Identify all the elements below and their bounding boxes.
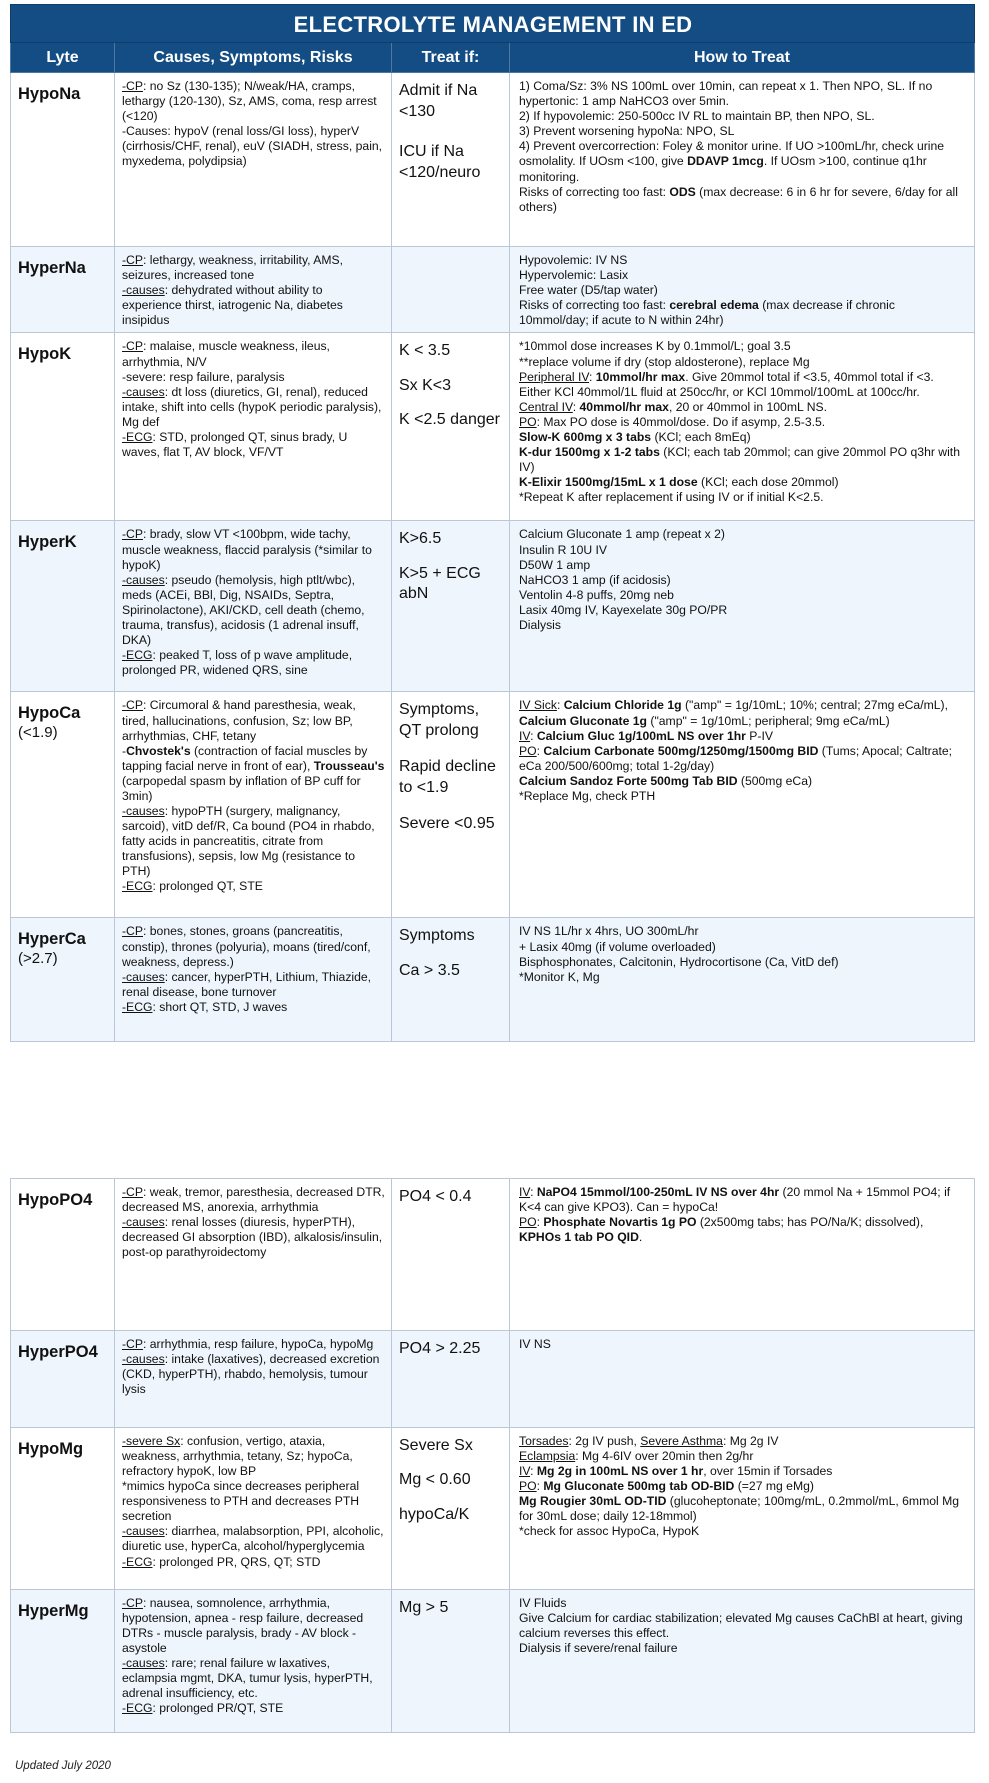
lyte-name: HyperMg — [11, 1590, 115, 1733]
causes-line: -CP: weak, tremor, paresthesia, decreased DTR, decreased MS, anorexia, arrhythmia — [122, 1185, 385, 1215]
treat-if-cell — [392, 521, 510, 692]
table-row-hypok — [11, 333, 975, 521]
causes-line: -CP: Circumoral & hand paresthesia, weak, tired, hallucinations, confusion, Sz; low BP, arrhythmias, CHF, tetany — [122, 698, 356, 743]
treatment-line: Calcium Sandoz Forte 500mg Tab BID (500mg eCa) — [519, 773, 813, 788]
table-row-hypopo4 — [11, 1179, 975, 1331]
how-to-treat-cell — [510, 1331, 975, 1428]
treat-if-cell — [392, 692, 510, 918]
table-row-hyperk — [11, 521, 975, 692]
causes-line: -Chvostek's (contraction of facial muscles by tapping facial nerve in front of ear), Trousseau's (carpopedal spasm by inflation of BP cuff for 3min) — [122, 743, 385, 803]
treatment-line: IV: Calcium Gluc 1g/100mL NS over 1hr P-IV — [519, 728, 774, 743]
treat-if-cell — [392, 73, 510, 247]
causes-line: -CP: lethargy, weakness, irritability, AMS, seizures, increased tone — [122, 253, 344, 283]
causes-cell — [115, 1179, 392, 1331]
how-to-treat-cell — [510, 73, 975, 247]
treat-if-cell — [392, 1331, 510, 1428]
causes-cell — [115, 247, 392, 333]
lyte-name: HypoNa — [11, 73, 115, 247]
lyte-name: HypoPO4 — [11, 1179, 115, 1331]
causes-line: -severe Sx: confusion, vertigo, ataxia, weakness, arrhythmia, tetany, Sz; hypoCa, refractory hypoK, low BP — [122, 1434, 353, 1479]
treatment-line: Give Calcium for cardiac stabilization; elevated Mg causes CaChBl at heart, giving calcium reverses this effect. — [519, 1611, 963, 1641]
treat-if-line: K>5 + ECG abN — [399, 564, 481, 603]
lyte-label: HyperCa — [18, 930, 86, 949]
causes-line: -causes: diarrhea, malabsorption, PPI, alcoholic, diuretic use, hyperCa, alcohol/hyperglycemia — [122, 1524, 384, 1554]
treat-if-line: Mg < 0.60 — [399, 1471, 471, 1489]
causes-line: -CP: no Sz (130-135); N/weak/HA, cramps, lethargy (120-130), Sz, AMS, coma, resp arrest (<120) — [122, 79, 377, 124]
treatment-line: 4) Prevent overcorrection: Foley & monitor urine. If UO >100mL/hr, check urine osmolality. If UOsm <100, give DDAVP 1mcg. If UOsm >100, continue q1hr monitoring. — [519, 139, 945, 184]
causes-cell — [115, 1331, 392, 1428]
how-to-treat-cell — [510, 692, 975, 918]
table-row-hyperpo4 — [11, 1331, 975, 1428]
table-row-hypona — [11, 73, 975, 247]
causes-cell — [115, 1590, 392, 1733]
causes-line: -severe: resp failure, paralysis — [122, 369, 285, 384]
table-row-hypermg — [11, 1590, 975, 1733]
treatment-line: *check for assoc HypoCa, HypoK — [519, 1524, 700, 1539]
treat-if-line: hypoCa/K — [399, 1505, 470, 1523]
header-lyte: Lyte — [11, 43, 115, 73]
treat-if-cell — [392, 333, 510, 521]
treatment-line: K-dur 1500mg x 1-2 tabs (KCl; each tab 20mmol; can give 20mmol PO q3hr with IV) — [519, 444, 960, 474]
treatment-line: *Repeat K after replacement if using IV or if initial K<2.5. — [519, 490, 824, 505]
how-to-treat-cell — [510, 1428, 975, 1590]
causes-line: -causes: cancer, hyperPTH, Lithium, Thiazide, renal disease, bone turnover — [122, 969, 372, 999]
treat-if-line: K>6.5 — [399, 530, 442, 548]
treat-if-line: Severe Sx — [399, 1437, 473, 1454]
causes-cell — [115, 73, 392, 247]
treatment-line: Slow-K 600mg x 3 tabs (KCl; each 8mEq) — [519, 429, 751, 444]
treatment-line: PO: Mg Gluconate 500mg tab OD-BID (=27 mg eMg) — [519, 1479, 814, 1494]
lyte-name: HyperK — [11, 521, 115, 692]
causes-line: *mimics hypoCa since decreases peripheral responsiveness to PTH and decreases PTH secretion — [122, 1479, 360, 1524]
causes-line: -causes: intake (laxatives), decreased excretion (CKD, hyperPTH), rhabdo, hemolysis, tumour lysis — [122, 1352, 380, 1397]
causes-line: -causes: renal losses (diuresis, hyperPTH), decreased GI absorption (IBD), alkalosis/insulin, post-op parathyroidectomy — [122, 1215, 383, 1260]
treatment-line: **replace volume if dry (stop aldosterone), replace Mg — [519, 354, 810, 369]
causes-line: -Causes: hypoV (renal loss/GI loss), hyperV (cirrhosis/CHF, renal), euV (SIADH, stress, pain, myxedema, polydipsia) — [122, 124, 383, 169]
lyte-name — [11, 692, 115, 918]
treatment-line: *10mmol dose increases K by 0.1mmol/L; goal 3.5 — [519, 339, 791, 354]
treatment-line: Dialysis if severe/renal failure — [519, 1641, 678, 1656]
treatment-line: 1) Coma/Sz: 3% NS 100mL over 10min, can repeat x 1. Then NPO, SL. If no hypertonic: 1 amp NaHCO3 over 5min. — [519, 79, 933, 109]
header-treat-if: Treat if: — [392, 43, 510, 73]
lyte-name: HypoK — [11, 333, 115, 521]
how-to-treat-cell — [510, 918, 975, 1042]
treatment-line: Bisphosphonates, Calcitonin, Hydrocortisone (Ca, VitD def) — [519, 954, 839, 969]
treatment-line: PO: Calcium Carbonate 500mg/1250mg/1500mg BID (Tums; Apocal; Caltrate; eCa 200/500/600mg; total 1-2g/day) — [519, 743, 953, 773]
causes-line: -causes: dehydrated without ability to experience thirst, iatrogenic Na, diabetes insipidus — [122, 283, 343, 328]
table-row-hyperca — [11, 918, 975, 1042]
treat-if-line: K < 3.5 — [399, 342, 451, 360]
treat-if-cell — [392, 918, 510, 1042]
table-row-hypomg — [11, 1428, 975, 1590]
causes-line: -ECG: prolonged QT, STE — [122, 879, 263, 894]
treat-if-cell — [392, 1179, 510, 1331]
treat-if-line: Ca > 3.5 — [399, 961, 460, 979]
treat-if-line: Symptoms, QT prolong — [399, 701, 480, 739]
treatment-line: Peripheral IV: 10mmol/hr max. Give 20mmol total if <3.5, 40mmol total if <3. Either KCl 40mmol/1L fluid at 250cc/hr, or KCl 10mmol/100mL at 100cc/hr. — [519, 369, 934, 399]
treat-if-line: PO4 < 0.4 — [399, 1188, 472, 1205]
causes-cell — [115, 521, 392, 692]
causes-cell — [115, 918, 392, 1042]
causes-line: -ECG: peaked T, loss of p wave amplitude, prolonged PR, widened QRS, sine — [122, 647, 353, 678]
lyte-name — [11, 918, 115, 1042]
causes-line: -CP: bones, stones, groans (pancreatitis, constip), thrones (polyuria), moans (tired/conf, weakness, depress.) — [122, 924, 371, 969]
treat-if-line: Sx K<3 — [399, 376, 452, 394]
treat-if-line: Mg > 5 — [399, 1599, 449, 1616]
lyte-label: HypoCa — [18, 704, 81, 723]
treatment-line: Eclampsia: Mg 4-6IV over 20min then 2g/hr — [519, 1449, 754, 1464]
treatment-line: Insulin R 10U IV — [519, 542, 608, 557]
treatment-line: 2) If hypovolemic: 250-500cc IV RL to maintain BP, then NPO, SL. — [519, 109, 875, 124]
treatment-line: Central IV: 40mmol/hr max, 20 or 40mmol in 100mL NS. — [519, 399, 828, 414]
lyte-name: HyperNa — [11, 247, 115, 333]
treatment-line: IV: NaPO4 15mmol/100-250mL IV NS over 4hr (20 mmol Na + 15mmol PO4; if K<4 can give KPO3). Can = hypoCa! — [519, 1185, 951, 1215]
causes-line: -causes: hypoPTH (surgery, malignancy, sarcoid), vitD def/R, Ca bound (PO4 in rhabdo, fatty acids in pancreatitis, citrate from transfusions), sepsis, low Mg (resistance to PTH) — [122, 803, 375, 879]
treatment-line: IV NS — [519, 1337, 551, 1351]
treat-if-cell — [392, 1428, 510, 1590]
treatment-line: IV Fluids — [519, 1596, 567, 1610]
treat-if-line: PO4 > 2.25 — [399, 1340, 481, 1357]
causes-line: -causes: dt loss (diuretics, GI, renal), reduced intake, shift into cells (hypoK periodic paralysis), Mg def — [122, 384, 382, 429]
causes-line: -CP: nausea, somnolence, arrhythmia, hypotension, apnea - resp failure, decreased DTRs - muscle paralysis, brady - AV block - asystole — [122, 1596, 364, 1656]
causes-line: -CP: arrhythmia, resp failure, hypoCa, hypoMg — [122, 1337, 374, 1351]
header-how-to-treat: How to Treat — [510, 43, 975, 73]
treatment-line: Risks of correcting too fast: ODS (max decrease: 6 in 6 hr for severe, 6/day for all others) — [519, 184, 958, 214]
page-title: ELECTROLYTE MANAGEMENT IN ED — [11, 5, 975, 43]
treat-if-line: Rapid decline to <1.9 — [399, 758, 496, 796]
how-to-treat-cell — [510, 1590, 975, 1733]
treat-if-cell — [392, 247, 510, 333]
lyte-threshold: (<1.9) — [18, 724, 58, 742]
causes-cell — [115, 333, 392, 521]
treatment-line: Hypervolemic: Lasix — [519, 268, 629, 283]
causes-line: -ECG: short QT, STD, J waves — [122, 999, 288, 1014]
causes-line: -ECG: prolonged PR/QT, STE — [122, 1701, 284, 1716]
causes-line: -causes: rare; renal failure w laxatives, eclampsia mgmt, DKA, tumur lysis, hyperPTH, adrenal insufficiency, etc. — [122, 1656, 373, 1701]
treatment-line: Ventolin 4-8 puffs, 20mg neb — [519, 587, 674, 602]
how-to-treat-cell — [510, 521, 975, 692]
treatment-line: Mg Rougier 30mL OD-TID (glucoheptonate; 100mg/mL, 0.2mmol/mL, 6mmol Mg for 30mL dose; daily 12-18mmol) — [519, 1494, 960, 1524]
how-to-treat-cell — [510, 247, 975, 333]
treatment-line: Dialysis — [519, 617, 561, 632]
lyte-threshold: (>2.7) — [18, 950, 58, 968]
lyte-name: HypoMg — [11, 1428, 115, 1590]
how-to-treat-cell — [510, 1179, 975, 1331]
causes-line: -ECG: prolonged PR, QRS, QT; STD — [122, 1554, 321, 1569]
treatment-line: PO: Phosphate Novartis 1g PO (2x500mg tabs; has PO/Na/K; dissolved), KPHOs 1 tab PO QID. — [519, 1215, 924, 1245]
causes-cell — [115, 1428, 392, 1590]
treat-if-line: K <2.5 danger — [399, 411, 500, 429]
treatment-line: IV: Mg 2g in 100mL NS over 1 hr, over 15min if Torsades — [519, 1464, 833, 1479]
treatment-line: Lasix 40mg IV, Kayexelate 30g PO/PR — [519, 602, 728, 617]
causes-line: -ECG: STD, prolonged QT, sinus brady, U waves, flat T, AV block, VF/VT — [122, 429, 348, 459]
causes-cell — [115, 692, 392, 918]
electrolyte-table-continued — [10, 1178, 975, 1733]
treatment-line: *Replace Mg, check PTH — [519, 788, 656, 803]
treatment-line: Risks of correcting too fast: cerebral edema (max decrease if chronic 10mmol/day; if acute to N within 24hr) — [519, 298, 895, 328]
treat-if-line: Severe <0.95 — [399, 815, 495, 833]
treatment-line: PO: Max PO dose is 40mmol/dose. Do if asymp, 2.5-3.5. — [519, 414, 826, 429]
treatment-line: *Monitor K, Mg — [519, 969, 600, 984]
treat-if-line: ICU if Na <120/neuro — [399, 143, 481, 181]
treatment-line: D50W 1 amp — [519, 557, 591, 572]
table-row-hypoca — [11, 692, 975, 918]
updated-footer: Updated July 2020 — [15, 1760, 111, 1772]
header-causes: Causes, Symptoms, Risks — [115, 43, 392, 73]
causes-line: -CP: brady, slow VT <100bpm, wide tachy, muscle weakness, flaccid paralysis (*similar to hypoK) — [122, 527, 372, 572]
treatment-line: Calcium Gluconate 1 amp (repeat x 2) — [519, 527, 725, 542]
treatment-line: NaHCO3 1 amp (if acidosis) — [519, 572, 671, 587]
treatment-line: 3) Prevent worsening hypoNa: NPO, SL — [519, 124, 735, 139]
causes-line: -CP: malaise, muscle weakness, ileus, arrhythmia, N/V — [122, 339, 330, 369]
how-to-treat-cell — [510, 333, 975, 521]
table-row-hyperna — [11, 247, 975, 333]
treat-if-line: Symptoms — [399, 927, 475, 945]
treatment-line: Hypovolemic: IV NS — [519, 253, 628, 268]
treatment-line: K-Elixir 1500mg/15mL x 1 dose (KCl; each dose 20mmol) — [519, 475, 839, 490]
electrolyte-table — [10, 4, 975, 1042]
lyte-name: HyperPO4 — [11, 1331, 115, 1428]
treatment-line: IV Sick: Calcium Chloride 1g ("amp" = 1g/10mL; 10%; central; 27mg eCa/mL), Calcium Gluconate 1g ("amp" = 1g/10mL; peripheral; 9mg eCa/mL) — [519, 698, 948, 728]
treatment-line: Torsades: 2g IV push, Severe Asthma: Mg 2g IV — [519, 1434, 779, 1448]
treat-if-cell — [392, 1590, 510, 1733]
treatment-line: + Lasix 40mg (if volume overloaded) — [519, 939, 716, 954]
causes-line: -causes: pseudo (hemolysis, high ptlt/wbc), meds (ACEi, BBl, Dig, NSAIDs, Septra, Spirinolactone), AKI/CKD, cell death (chemo, trauma, transfus), acidosis (1 adrenal insuff, DKA) — [122, 572, 365, 647]
treatment-line: IV NS 1L/hr x 4hrs, UO 300mL/hr — [519, 924, 699, 939]
treatment-line: Free water (D5/tap water) — [519, 283, 658, 298]
treat-if-line: Admit if Na <130 — [399, 82, 478, 120]
